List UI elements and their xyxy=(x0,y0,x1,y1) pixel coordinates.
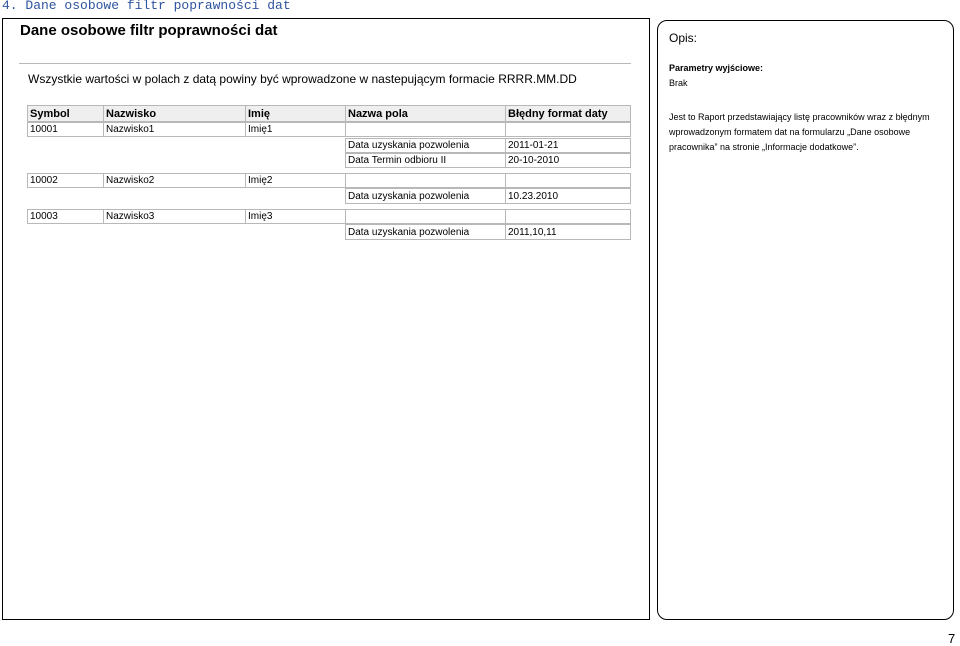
imie-cell: Imię3 xyxy=(246,210,346,223)
bledny-format-cell: 2011-01-21 xyxy=(508,140,559,151)
employee-row xyxy=(27,173,631,188)
bledny-format-cell: 2011,10,11 xyxy=(508,226,557,238)
nazwa-pola-cell xyxy=(346,123,506,136)
imie-cell: Imię2 xyxy=(246,174,346,187)
output-params-label: Parametry wyjściowe: xyxy=(669,63,764,73)
column-header-imie: Imię xyxy=(246,106,346,121)
output-params-value: Brak xyxy=(669,78,688,88)
bledny-format-cell xyxy=(506,123,630,136)
description-title: Opis: xyxy=(669,31,698,45)
bledny-format-cell: 10.23.2010 xyxy=(508,190,559,202)
employee-row xyxy=(27,122,631,137)
symbol-cell: 10003 xyxy=(28,210,104,223)
field-error-row xyxy=(345,188,631,204)
symbol-cell: 10002 xyxy=(28,174,104,187)
nazwa-pola-cell xyxy=(346,210,506,223)
date-format-note: Wszystkie wartości w polach z datą powiny być wprowadzone w nastepującym formacie RRRR.MM.DD xyxy=(28,72,577,86)
nazwa-pola-cell xyxy=(346,174,506,187)
column-header-bledny-format: Błędny format daty xyxy=(508,107,608,120)
field-error-row xyxy=(345,138,631,153)
title-divider xyxy=(19,63,631,64)
symbol-cell: 10001 xyxy=(28,123,104,136)
nazwa-pola-cell: Data uzyskania pozwolenia xyxy=(346,189,506,203)
field-error-row xyxy=(345,224,631,240)
bledny-format-cell xyxy=(506,210,630,223)
section-heading: 4. Dane osobowe filtr poprawności dat xyxy=(2,0,291,13)
nazwisko-cell: Nazwisko2 xyxy=(104,174,246,187)
description-text: Jest to Raport przedstawiający listę pracowników wraz z błędnym wprowadzonym formatem dat na formularzu „Dane osobowe pracownika” na stronie „Informacje dodatkowe”. xyxy=(669,112,930,152)
page-number: 7 xyxy=(948,631,956,646)
nazwa-pola-cell: Data uzyskania pozwolenia xyxy=(346,225,506,239)
nazwisko-cell: Nazwisko3 xyxy=(104,210,246,223)
field-error-row xyxy=(345,153,631,168)
nazwisko-cell: Nazwisko1 xyxy=(104,123,246,136)
employee-row xyxy=(27,209,631,224)
table-header-row xyxy=(27,105,631,122)
column-header-nazwisko: Nazwisko xyxy=(104,106,246,121)
report-title: Dane osobowe filtr poprawności dat xyxy=(20,22,278,39)
column-header-symbol: Symbol xyxy=(28,106,104,121)
bledny-format-cell xyxy=(506,174,630,187)
imie-cell: Imię1 xyxy=(246,123,346,136)
column-header-nazwa-pola: Nazwa pola xyxy=(346,106,506,121)
nazwa-pola-cell: Data uzyskania pozwolenia xyxy=(346,139,506,152)
nazwa-pola-cell: Data Termin odbioru II xyxy=(346,154,506,167)
bledny-format-cell: 20-10-2010 xyxy=(508,155,560,166)
